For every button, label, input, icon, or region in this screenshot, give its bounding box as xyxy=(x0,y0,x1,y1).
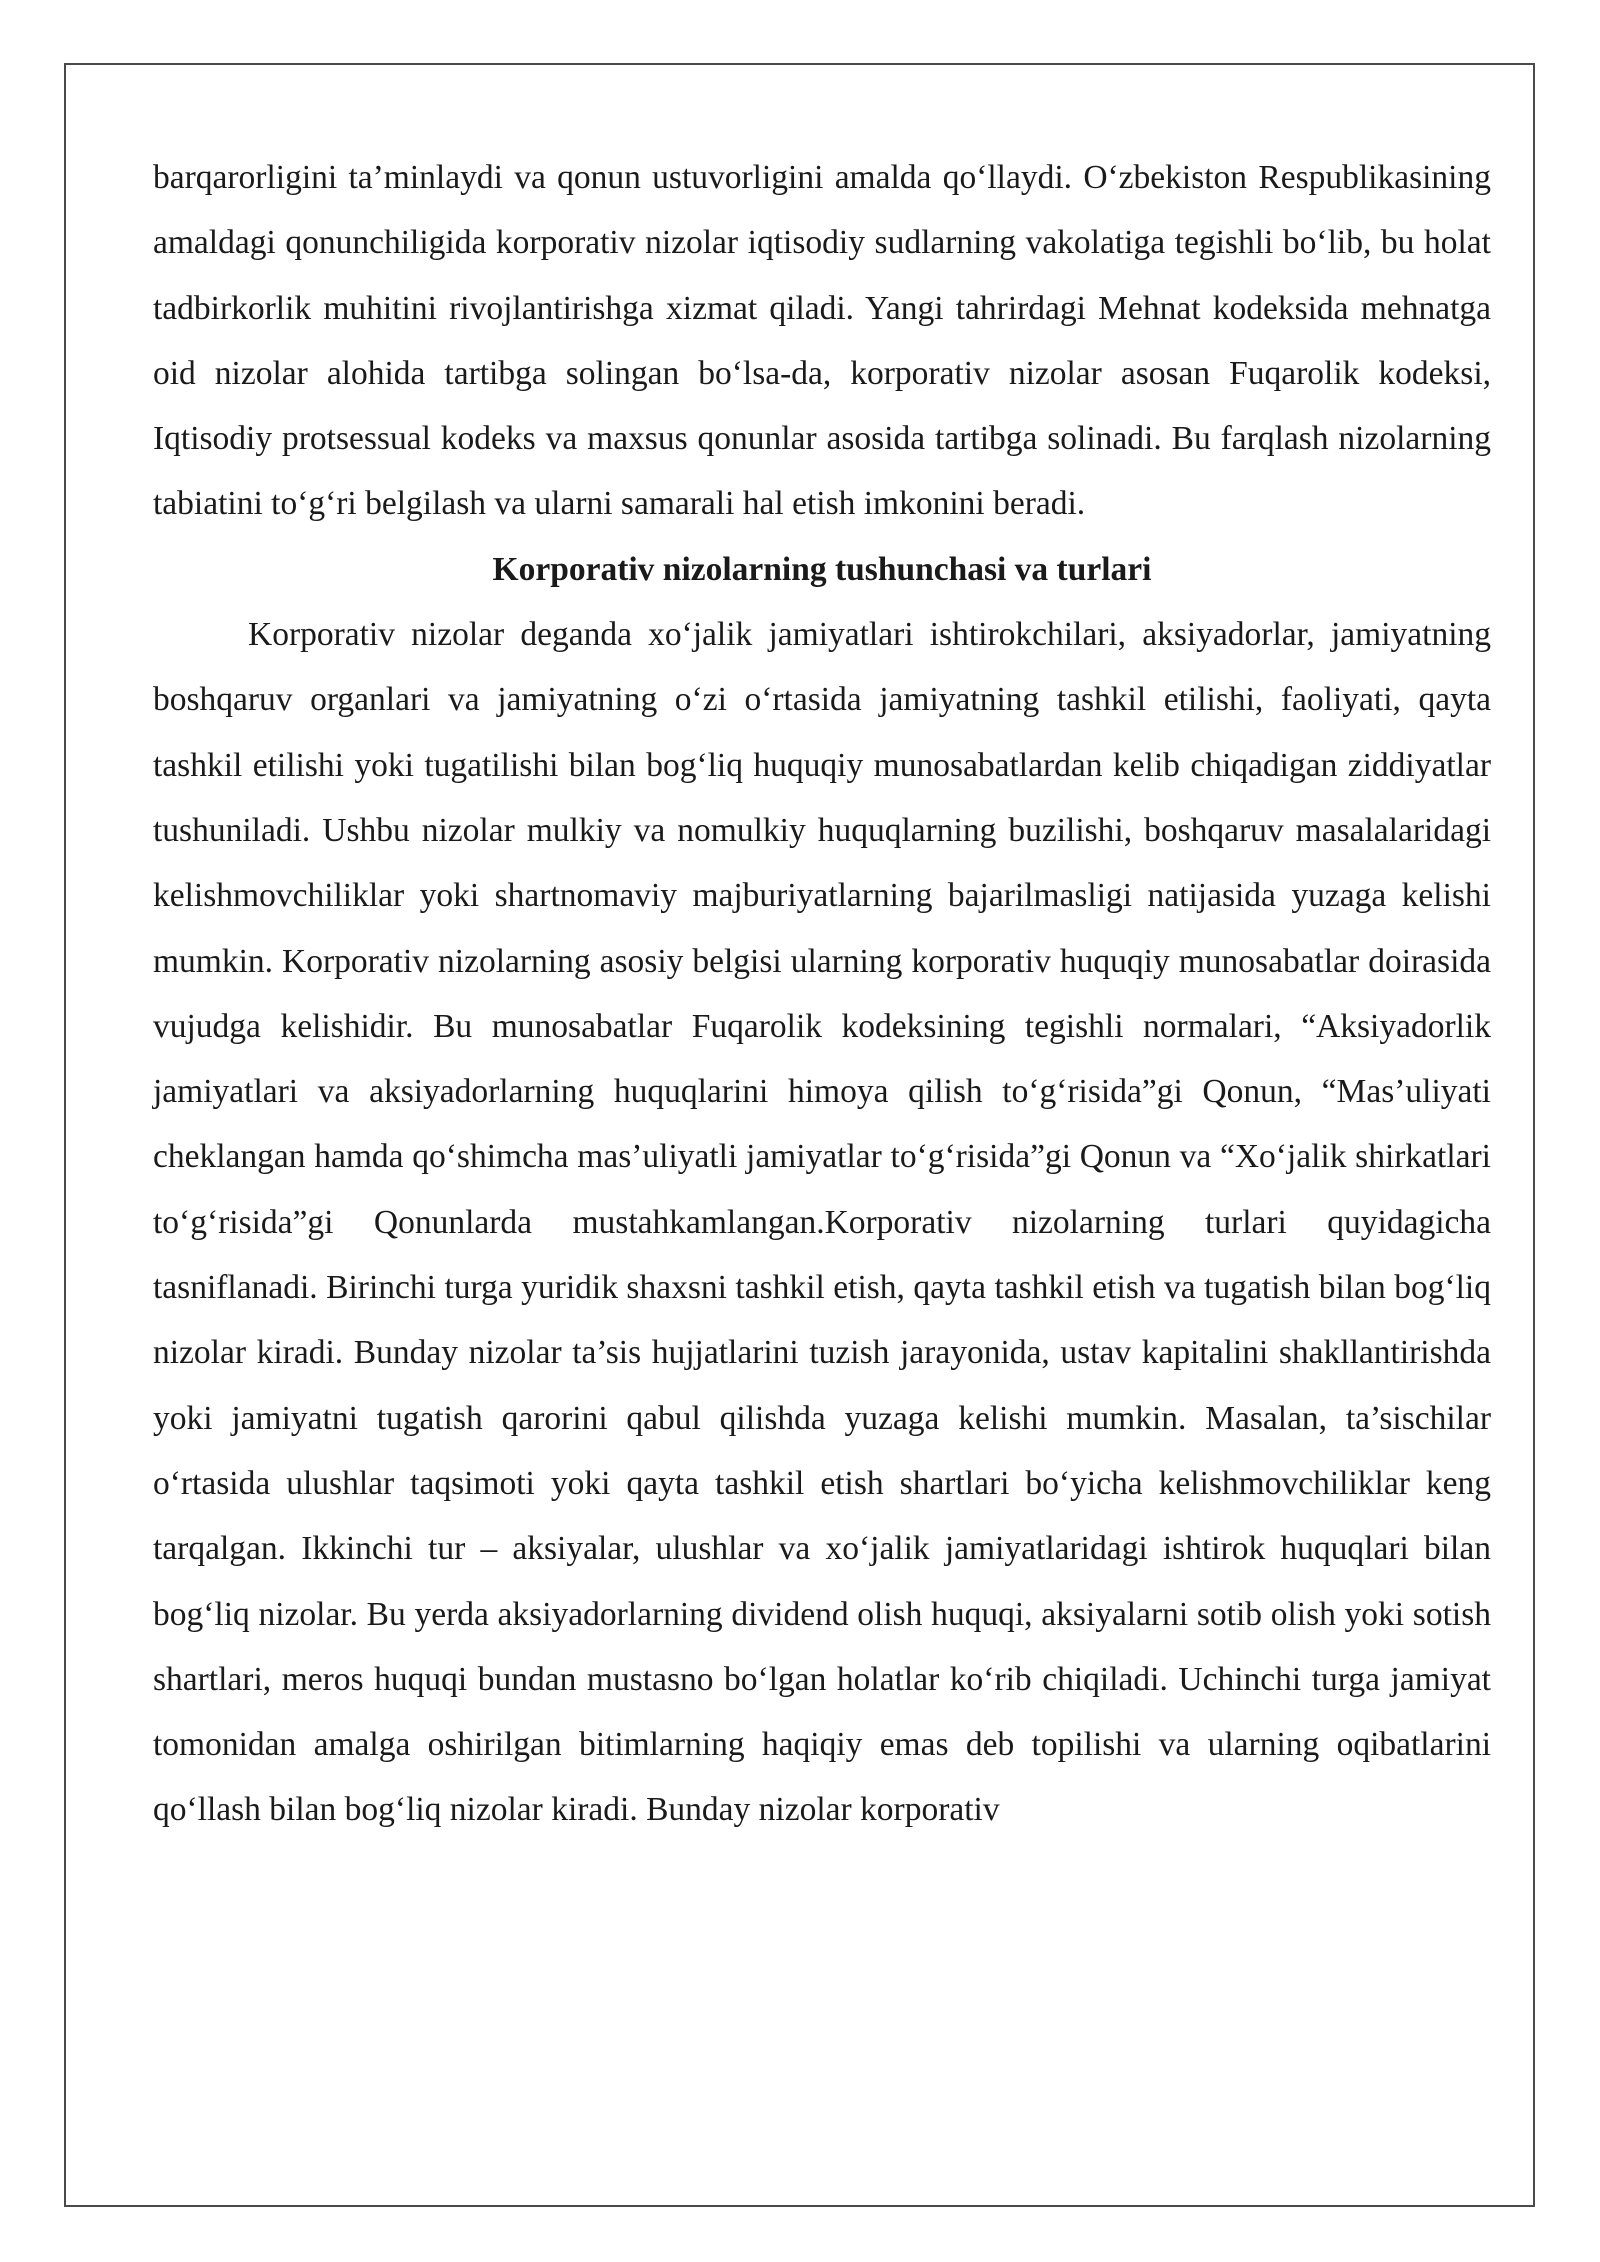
section-heading: Korporativ nizolarning tushunchasi va turlari xyxy=(492,550,1152,588)
paragraph-continuation: barqarorligini ta’minlaydi va qonun ustuvorligini amalda qo‘llaydi. O‘zbekiston Respublikasining amaldagi qonunchiligida korporativ nizolar iqtisodiy sudlarning vakolatiga tegishli bo‘lib, bu holat tadbirkorlik muhitini rivojlantirishga xizmat qiladi. Yangi tahrirdagi Mehnat kodeksida mehnatga oid nizolar alohida tartibga solingan bo‘lsa-da, korporativ nizolar asosan Fuqarolik kodeksi, Iqtisodiy protsessual kodeks va maxsus qonunlar asosida tartibga solinadi. Bu farqlash nizolarning tabiatini to‘g‘ri belgilash va ularni samarali hal etish imkonini beradi. xyxy=(153,159,1491,523)
paragraph-definition: Korporativ nizolar deganda xo‘jalik jamiyatlari ishtirokchilari, aksiyadorlar, jamiyatning boshqaruv organlari va jamiyatning o‘zi o‘rtasida jamiyatning tashkil etilishi, faoliyati, qayta tashkil etilishi yoki tugatilishi bilan bog‘liq huquqiy munosabatlardan kelib chiqadigan ziddiyatlar tushuniladi. Ushbu nizolar mulkiy va nomulkiy huquqlarning buzilishi, boshqaruv masalalaridagi kelishmovchiliklar yoki shartnomaviy majburiyatlarning bajarilmasligi natijasida yuzaga kelishi mumkin. Korporativ nizolarning asosiy belgisi ularning korporativ huquqiy munosabatlar doirasida vujudga kelishidir. Bu munosabatlar Fuqarolik kodeksining tegishli normalari, “Aksiyadorlik jamiyatlari va aksiyadorlarning huquqlarini himoya qilish to‘g‘risida”gi Qonun, “Mas’uliyati cheklangan hamda qo‘shimcha mas’uliyatli jamiyatlar to‘g‘risida”gi Qonun va “Xo‘jalik shirkatlari to‘g‘risida”gi Qonunlarda mustahkamlangan.Korporativ nizolarning turlari quyidagicha tasniflanadi. Birinchi turga yuridik shaxsni tashkil etish, qayta tashkil etish va tugatish bilan bog‘liq nizolar kiradi. Bunday nizolar ta’sis hujjatlarini tuzish jarayonida, ustav kapitalini shakllantirishda yoki jamiyatni tugatish qarorini qabul qilishda yuzaga kelishi mumkin. Masalan, ta’sischilar o‘rtasida ulushlar taqsimoti yoki qayta tashkil etish shartlari bo‘yicha kelishmovchiliklar keng tarqalgan. Ikkinchi tur – aksiyalar, ulushlar va xo‘jalik jamiyatlaridagi ishtirok huquqlari bilan bog‘liq nizolar. Bu yerda aksiyadorlarning dividend olish huquqi, aksiyalarni sotib olish yoki sotish shartlari, meros huquqi bundan mustasno bo‘lgan holatlar ko‘rib chiqiladi. Uchinchi turga jamiyat tomonidan amalga oshirilgan bitimlarning haqiqiy emas deb topilishi va ularning oqibatlarini qo‘llash bilan bog‘liq nizolar kiradi. Bunday nizolar korporativ xyxy=(153,616,1491,1829)
document-body xyxy=(153,145,1491,1843)
